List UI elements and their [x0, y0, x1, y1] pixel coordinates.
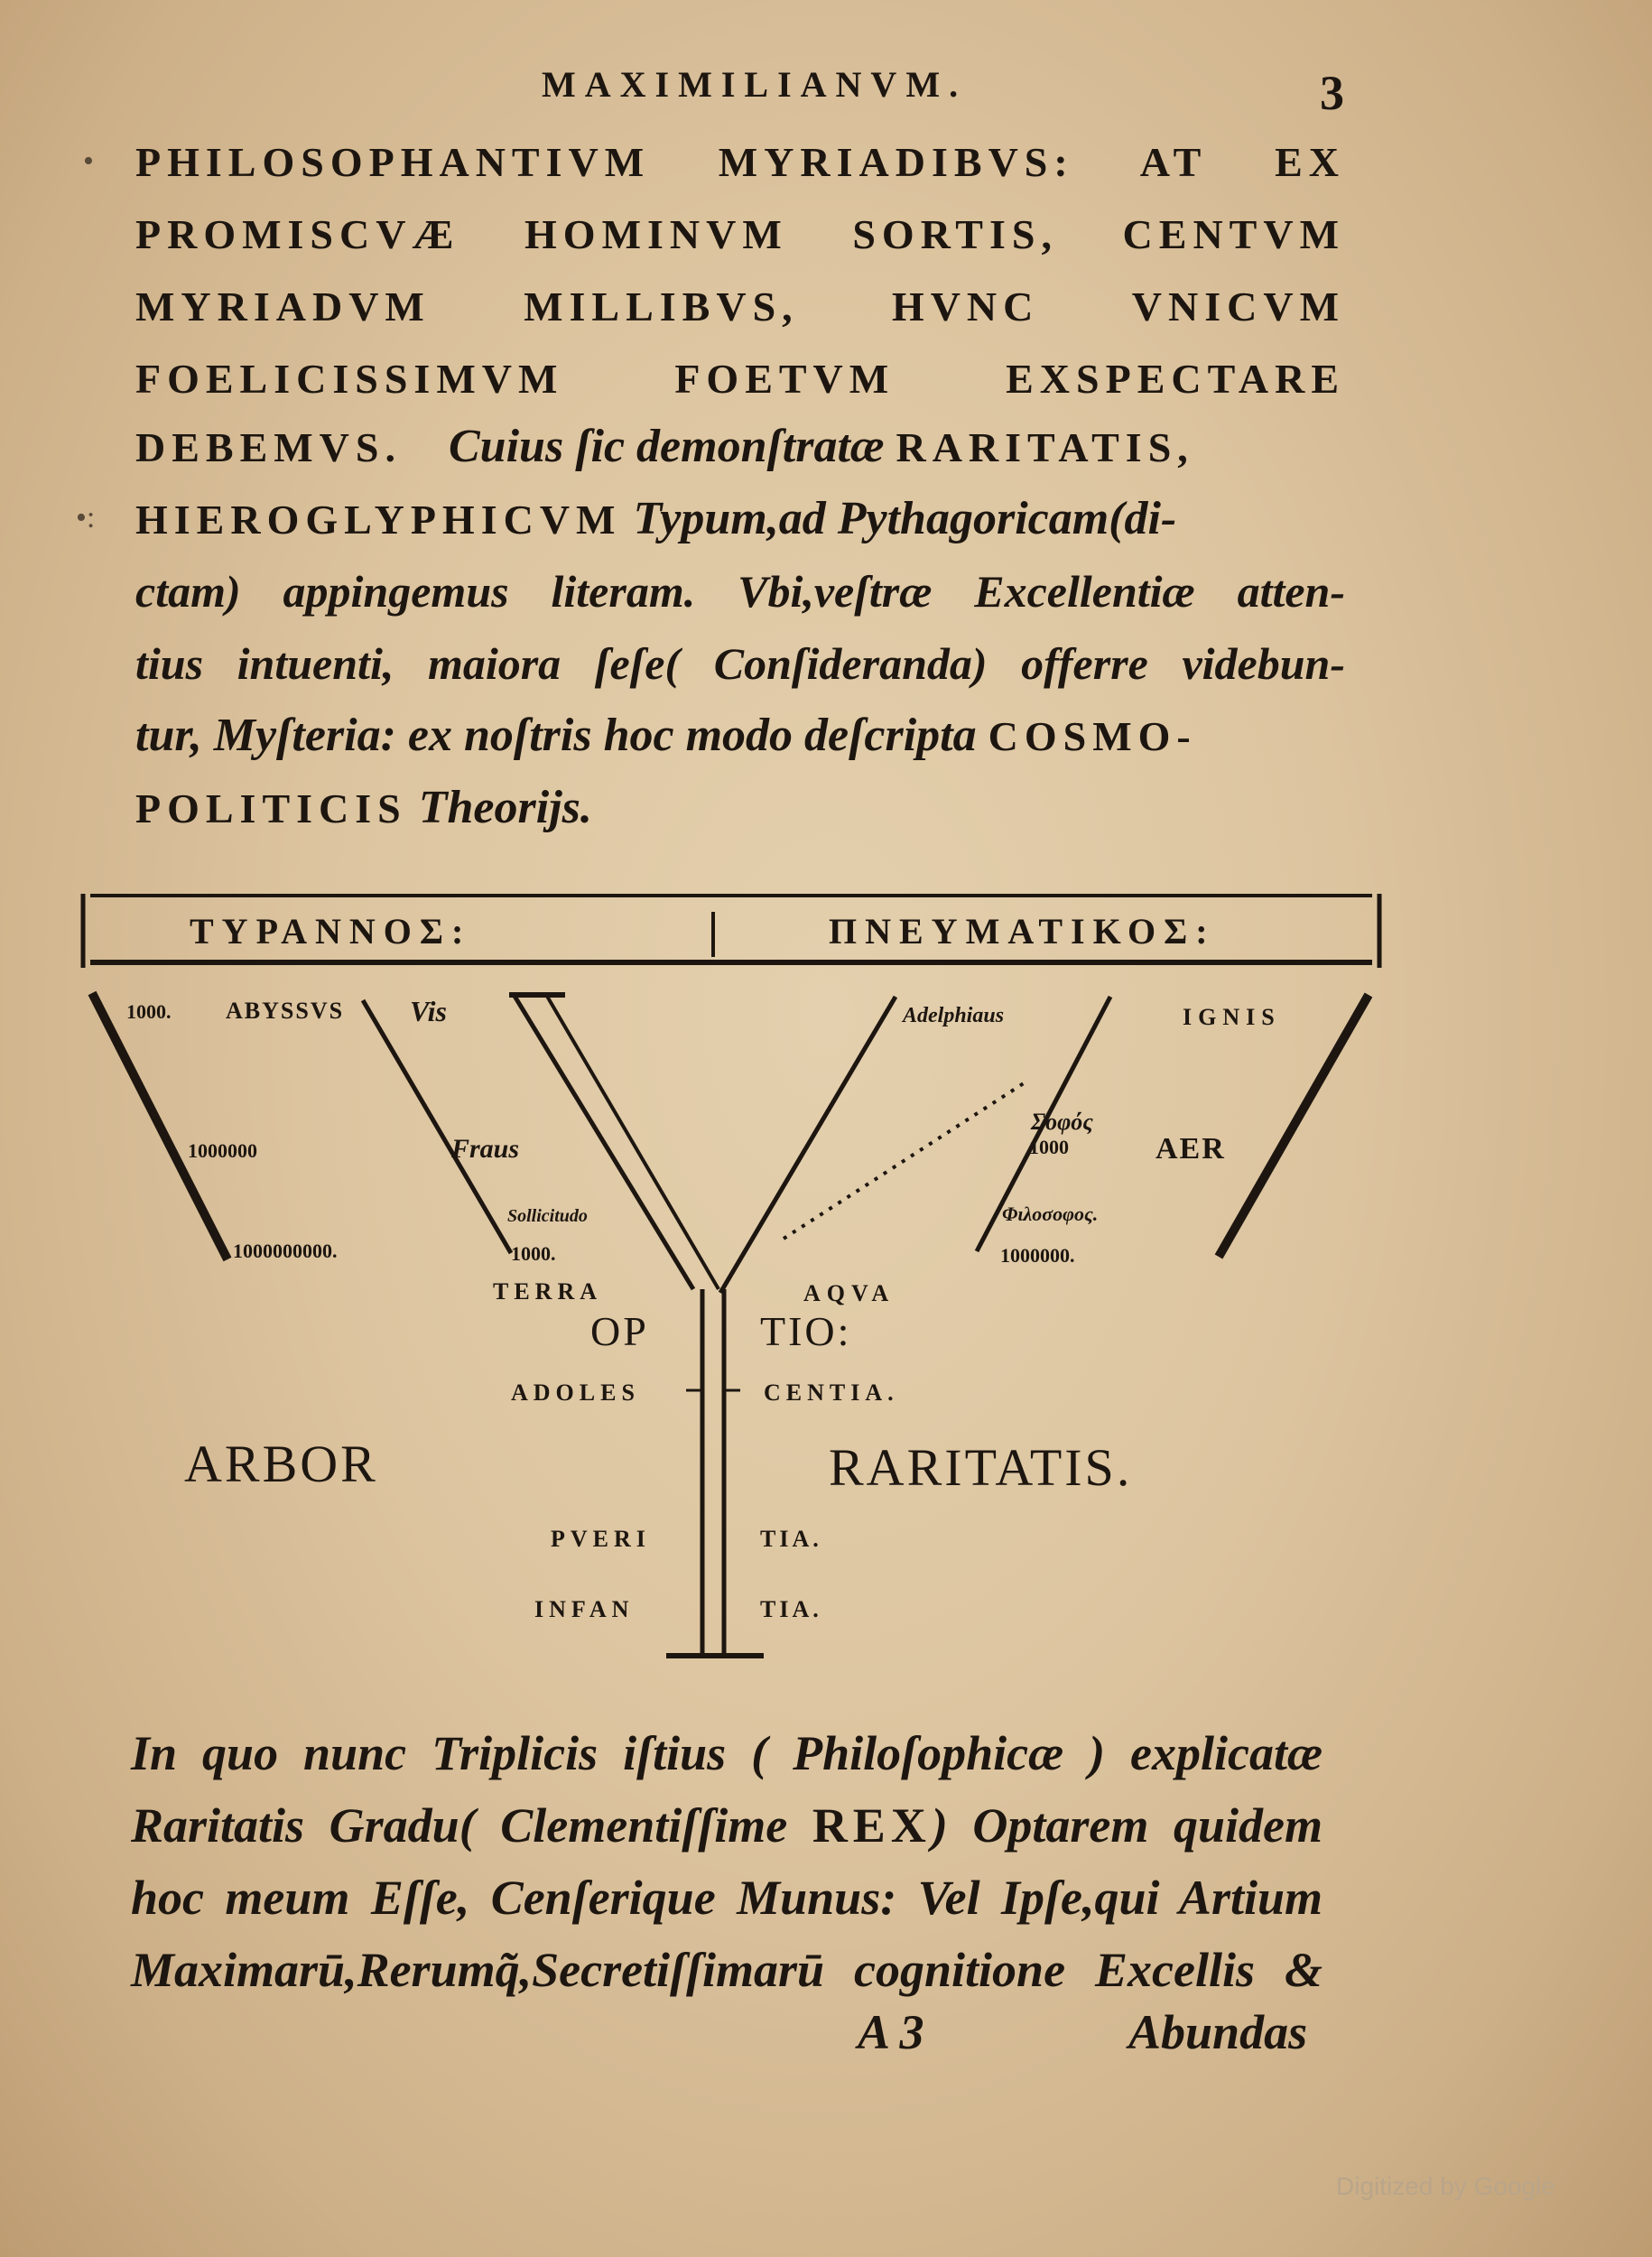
sophos-number: 1000	[1029, 1136, 1069, 1158]
sophos-label: Σοφός	[1031, 1109, 1093, 1135]
ignis-label: IGNIS	[1183, 1004, 1281, 1030]
tia-label-2: TIA.	[760, 1596, 822, 1622]
y-right-branch	[720, 997, 896, 1293]
text-line-1: PHILOSOPHANTIVM MYRIADIBVS: AT EX	[135, 139, 1345, 185]
text-line-5a: DEBEMVS.	[135, 424, 402, 470]
sollicitudo-label: Sollicitudo	[507, 1206, 588, 1226]
bottom-line-3: hoc meum Eſſe, Cenſerique Munus: Vel Ipſe,qui Artium	[131, 1871, 1323, 1925]
adelphiaus-label: Adelphiaus	[903, 1004, 1005, 1027]
text-line-5b: Cuius ſic demonſtratæ	[448, 421, 885, 472]
text-line-3: MYRIADVM MILLIBVS, HVNC VNICVM	[135, 283, 1345, 330]
text-line-10a: POLITICIS	[135, 785, 407, 831]
terra-label: TERRA	[493, 1278, 603, 1305]
adoles-label: ADOLES	[511, 1379, 640, 1406]
text-line-4: FOELICISSIMVM FOETVM EXSPECTARE	[135, 356, 1345, 402]
centia-label: CENTIA.	[764, 1379, 899, 1406]
text-line-10b: Theorijs.	[418, 782, 592, 833]
bottom-line-2	[131, 1788, 1323, 1864]
infan-label: INFAN	[534, 1596, 635, 1622]
count-1000000000: 1000000000.	[233, 1240, 338, 1262]
bottom-line-2b: REX	[812, 1798, 932, 1853]
text-line-5c: RARITATIS,	[896, 424, 1194, 470]
op-label: OP	[590, 1308, 649, 1354]
bottom-line-2a: Raritatis Gradu( Clementiſſime	[131, 1798, 788, 1853]
margin-mark: •	[83, 144, 94, 178]
catchword: Abundas	[1128, 2005, 1308, 2059]
aqva-label: AQVA	[803, 1280, 896, 1306]
y-left-branch-inner	[545, 993, 719, 1289]
count-1000: 1000.	[511, 1242, 556, 1265]
bottom-line-1: In quo nunc Triplicis iſtius ( Philoſophicæ ) explicatæ	[131, 1726, 1323, 1780]
arbor-label: ARBOR	[184, 1435, 378, 1493]
count-1000000: 1000000	[188, 1139, 257, 1162]
philosophos-label: Φιλοσοφος.	[1002, 1203, 1099, 1225]
pveri-label: PVERI	[551, 1526, 651, 1552]
bottom-line-4: Maximarū,Rerumq̃,Secretiſſimarū cognitione Excellis &	[131, 1943, 1323, 1997]
page-number: 3	[1320, 66, 1344, 120]
text-line-8: tius intuenti, maiora ſeſe( Conſideranda) offerre videbun-	[135, 638, 1345, 689]
header-right-label: ΠΝΕΥΜΑΤΙΚΟΣ:	[829, 911, 1216, 952]
fraus-label: Fraus	[451, 1134, 520, 1164]
count-1000000b: 1000000.	[1000, 1244, 1075, 1267]
left-thick-branch	[92, 993, 227, 1259]
abyssus-number: 1000.	[126, 1000, 172, 1023]
abyssus-label: ABYSSVS	[226, 998, 345, 1024]
text-line-6a: HIEROGLYPHICVM	[135, 497, 622, 543]
raritatis-label: RARITATIS.	[829, 1438, 1133, 1497]
text-line-6b: Typum,ad Pythagoricam(di-	[633, 493, 1177, 544]
header-left-label: ΤΥΡΑΝΝΟΣ:	[190, 911, 472, 952]
vis-label: Vis	[410, 995, 447, 1027]
signature-mark: A 3	[858, 2005, 924, 2059]
second-branch	[363, 1000, 511, 1253]
margin-mark: •:	[76, 501, 96, 534]
running-title: MAXIMILIANVM.	[542, 64, 968, 105]
text-line-7: ctam) appingemus literam. Vbi,veſtræ Excellentiæ atten-	[135, 566, 1345, 617]
digitized-watermark: Digitized by Google	[1336, 2172, 1555, 2200]
tio-label: TIO:	[760, 1308, 852, 1354]
right-thick-branch	[1219, 995, 1369, 1257]
text-line-9b: COSMO-	[988, 713, 1197, 759]
tia-label-1: TIA.	[760, 1526, 822, 1552]
dotted-branch	[784, 1080, 1029, 1239]
aer-label: AER	[1155, 1132, 1226, 1166]
text-line-2: PROMISCVÆ HOMINVM SORTIS, CENTVM	[135, 211, 1345, 257]
text-line-9a: tur, Myſteria: ex noſtris hoc modo deſcripta	[135, 710, 977, 761]
bottom-line-2c: ) Optarem quidem	[931, 1798, 1323, 1853]
